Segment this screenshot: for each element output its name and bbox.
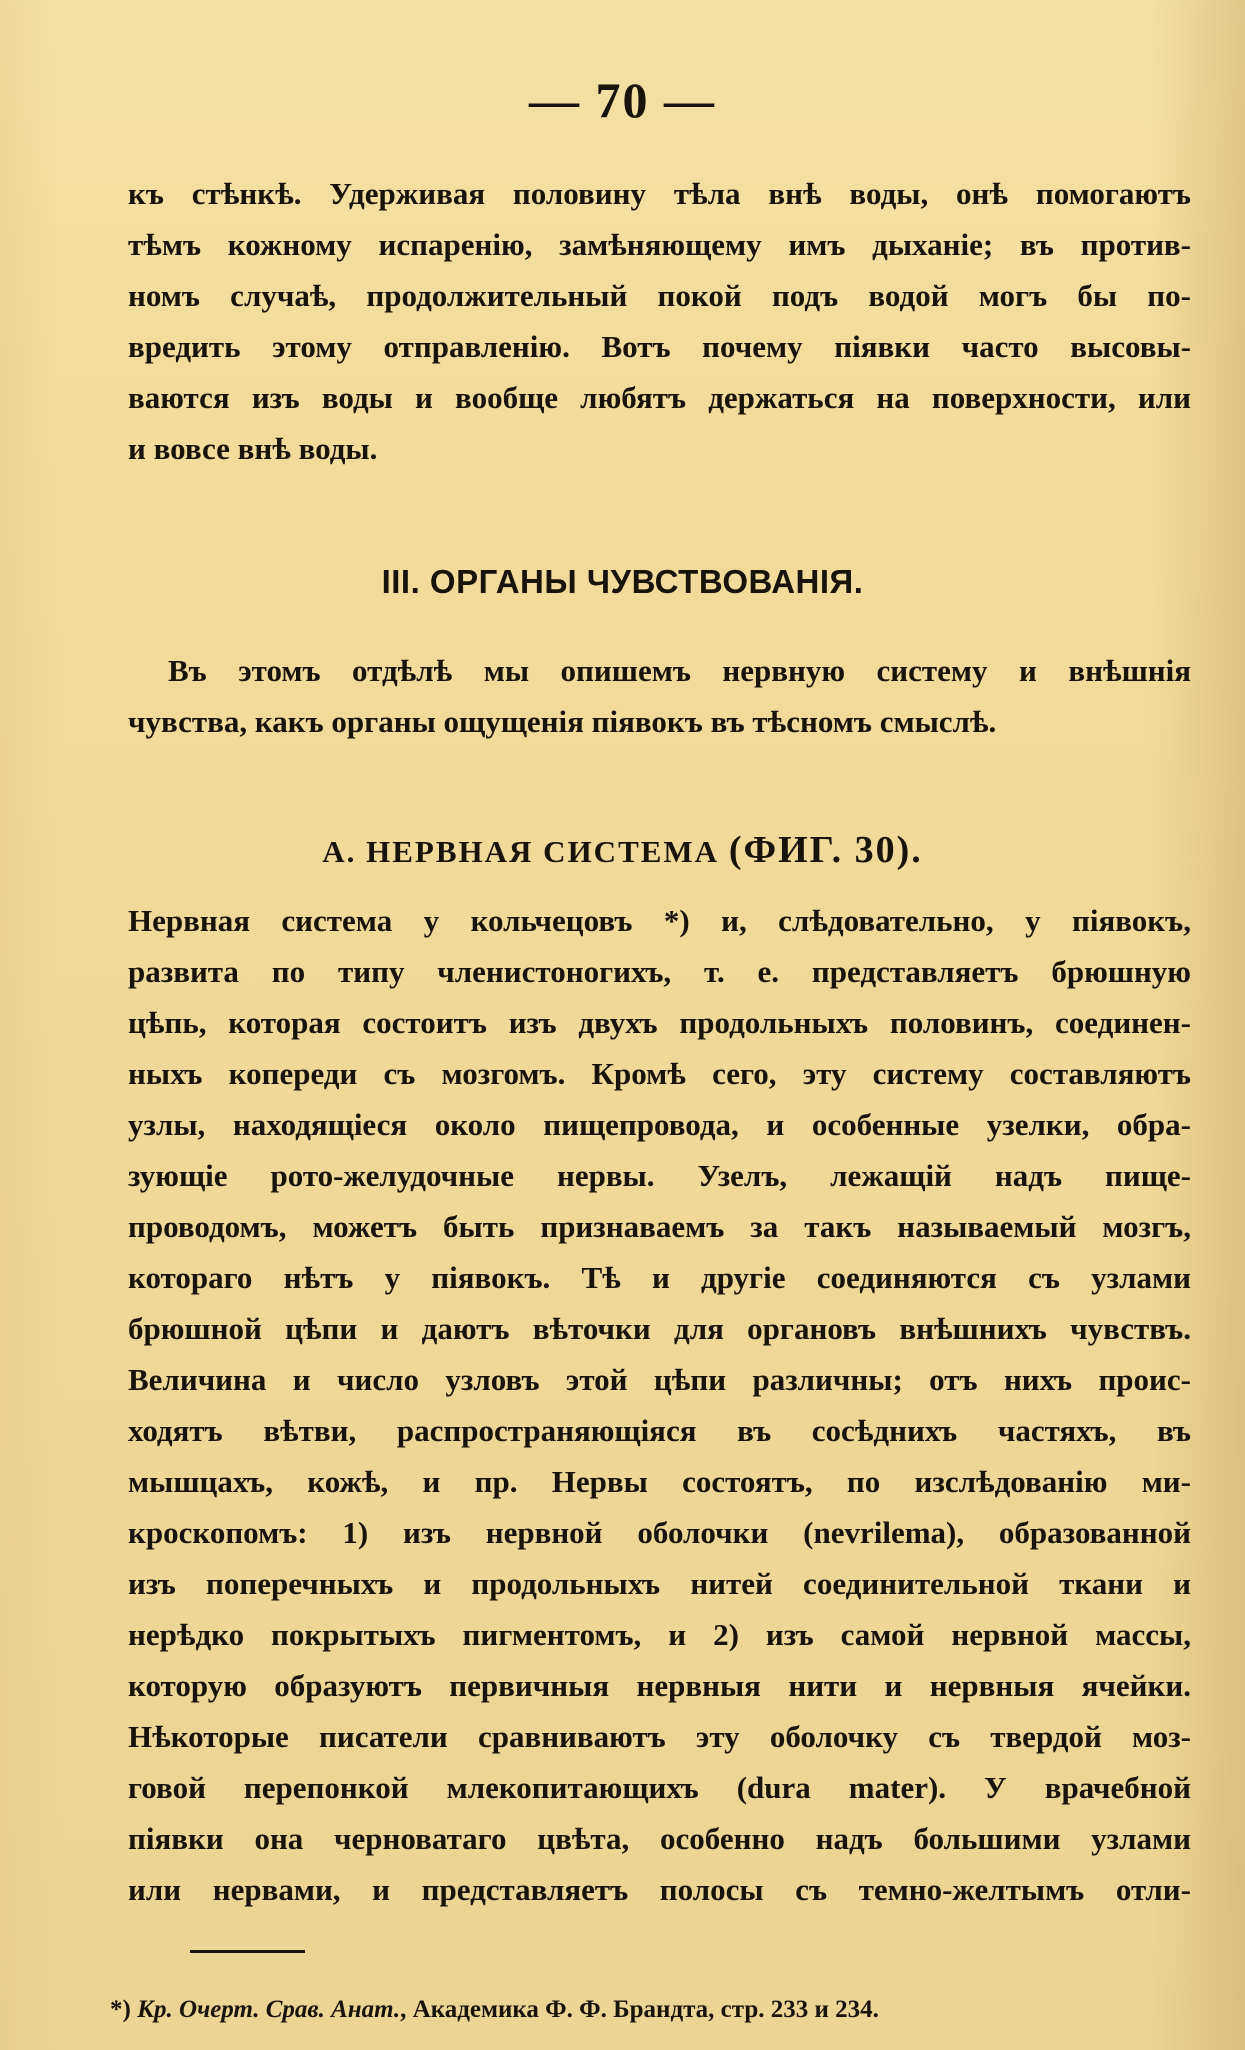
text-line: піявки она черноватаго цвѣта, особенно надъ большими узлами [128, 1821, 1191, 1856]
paragraph-3 [128, 895, 1191, 1915]
text-line: тѣмъ кожному испаренію, замѣняющему имъ дыханіе; въ против- [128, 227, 1191, 262]
text-line: вредить этому отправленію. Вотъ почему піявки часто высовы- [128, 329, 1191, 364]
page-number: — 70 — [529, 72, 716, 128]
text-line: ваются изъ воды и вообще любятъ держаться на поверхности, или [128, 380, 1191, 415]
text-line: кроскопомъ: 1) изъ нервной оболочки (nevrilema), образованной [128, 1515, 1191, 1550]
text-line: проводомъ, можетъ быть признаваемъ за такъ называемый мозгъ, [128, 1209, 1191, 1244]
figure-reference: (ФИГ. 30). [728, 829, 923, 871]
text-line: Нервная система у кольчецовъ *) и, слѣдовательно, у піявокъ, [128, 903, 1191, 938]
text-line: нерѣдко покрытыхъ пигментомъ, и 2) изъ самой нервной массы, [128, 1617, 1191, 1652]
text-line: номъ случаѣ, продолжительный покой подъ водой могъ бы по- [128, 278, 1191, 313]
text-line: ныхъ копереди съ мозгомъ. Кромѣ сего, эту систему составляютъ [128, 1056, 1191, 1091]
footnote [110, 1990, 1210, 2030]
footnote-citation: Кр. Очерт. Срав. Анат. [137, 1996, 401, 2023]
text-line: къ стѣнкѣ. Удерживая половину тѣла внѣ воды, онѣ помогаютъ [128, 176, 1191, 211]
text-line: которую образуютъ первичныя нервныя нити и нервныя ячейки. [128, 1668, 1191, 1703]
text-line: изъ поперечныхъ и продольныхъ нитей соединительной ткани и [128, 1566, 1191, 1601]
subsection-title: А. НЕРВНАЯ СИСТЕМА [322, 834, 720, 869]
paragraph-1 [128, 168, 1191, 474]
text-line: Величина и число узловъ этой цѣпи различны; отъ нихъ проис- [128, 1362, 1191, 1397]
text-line: мышцахъ, кожѣ, и пр. Нервы состоятъ, по изслѣдованію ми- [128, 1464, 1191, 1499]
footnote-marker: *) [110, 1996, 131, 2023]
text-line: или нервами, и представляетъ полосы съ темно-желтымъ отли- [128, 1872, 1191, 1907]
subsection-heading [0, 820, 1245, 882]
text-line: чувства, какъ органы ощущенія піявокъ въ тѣсномъ смыслѣ. [128, 704, 997, 739]
text-line: Нѣкоторые писатели сравниваютъ эту оболочку съ твердой моз- [128, 1719, 1191, 1754]
text-line: Въ этомъ отдѣлѣ мы опишемъ нервную систему и внѣшнія [168, 653, 1191, 688]
paragraph-2 [128, 645, 1191, 747]
text-line: развита по типу членистоногихъ, т. е. представляетъ брюшную [128, 954, 1191, 989]
text-line: узлы, находящіеся около пищепровода, и особенные узелки, обра- [128, 1107, 1191, 1142]
text-line: говой перепонкой млекопитающихъ (dura mater). У врачебной [128, 1770, 1191, 1805]
text-line: и вовсе внѣ воды. [128, 431, 378, 466]
section-heading: III. ОРГАНЫ ЧУВСТВОВАНІЯ. [381, 563, 864, 600]
footnote-rule [190, 1950, 305, 1953]
text-line: котораго нѣтъ у піявокъ. Тѣ и другіе соединяются съ узлами [128, 1260, 1191, 1295]
footnote-text: , Академика Ф. Ф. Брандта, стр. 233 и 234. [400, 1996, 879, 2023]
text-line: цѣпь, которая состоитъ изъ двухъ продольныхъ половинъ, соединен- [128, 1005, 1191, 1040]
text-line: ходятъ вѣтви, распространяющіяся въ сосѣднихъ частяхъ, въ [128, 1413, 1191, 1448]
text-line: брюшной цѣпи и даютъ вѣточки для органовъ внѣшнихъ чувствъ. [128, 1311, 1191, 1346]
text-line: зующіе рото-желудочные нервы. Узелъ, лежащій надъ пище- [128, 1158, 1191, 1193]
